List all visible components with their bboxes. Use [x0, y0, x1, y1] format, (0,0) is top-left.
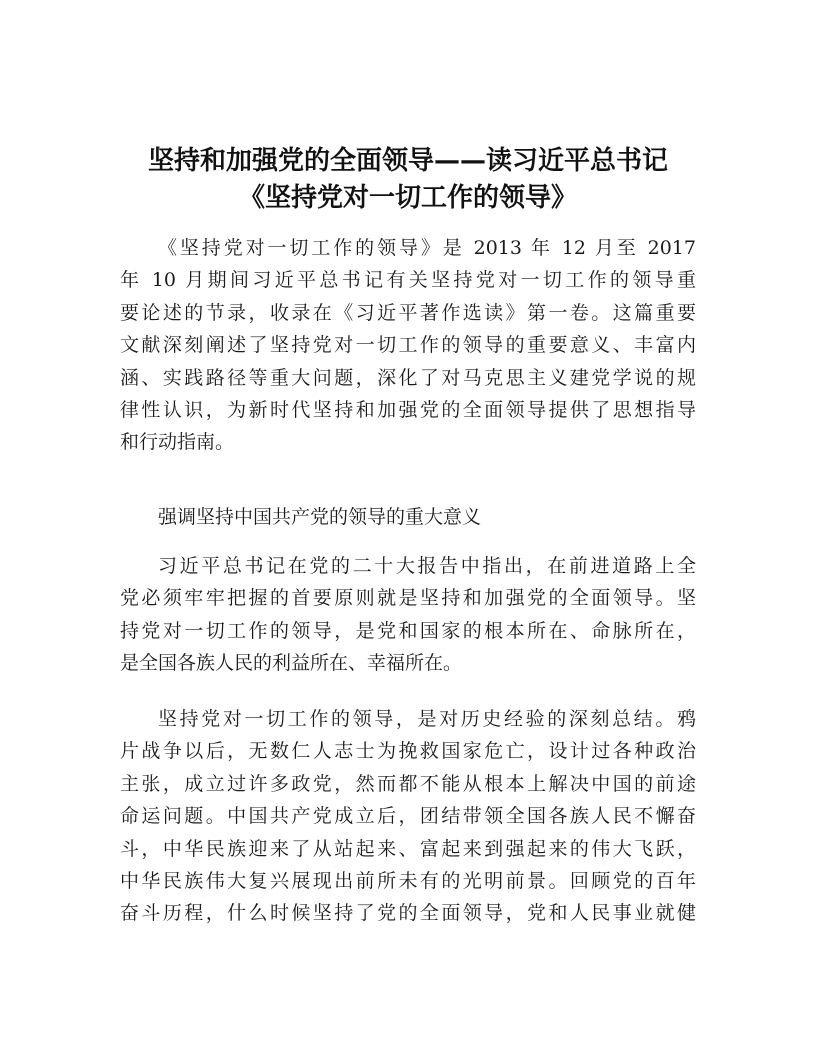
- document-title-line-1: 坚持和加强党的全面领导——读习近平总书记: [147, 146, 668, 176]
- text-line: 片战争以后，无数仁人志士为挽救国家危亡，设计过各种政治: [120, 740, 696, 763]
- text-line: 奋斗历程，什么时候坚持了党的全面领导，党和人民事业就健: [120, 902, 696, 925]
- text-line: 要论述的节录，收录在《习近平著作选读》第一卷。这篇重要: [120, 301, 696, 324]
- text-line: 是全国各族人民的利益所在、幸福所在。: [120, 652, 463, 675]
- text-line: 习近平总书记在党的二十大报告中指出，在前进道路上全: [158, 555, 696, 577]
- text-line: 文献深刻阐述了坚持党对一切工作的领导的重要意义、丰富内: [120, 334, 696, 357]
- paragraph-2: [120, 550, 696, 680]
- text-line: 《坚持党对一切工作的领导》是 2013 年 12 月至 2017: [158, 237, 696, 259]
- text-line: 命运问题。中国共产党成立后，团结带领全国各族人民不懈奋: [120, 805, 696, 828]
- text-line: 持党对一切工作的领导，是党和国家的根本所在、命脉所在，: [120, 619, 696, 642]
- text-line: 涵、实践路径等重大问题，深化了对马克思主义建党学说的规: [120, 366, 696, 389]
- text-line: 和行动指南。: [120, 431, 235, 454]
- section-heading: [120, 501, 696, 533]
- text-line: 年 10 月期间习近平总书记有关坚持党对一切工作的领导重: [120, 269, 696, 292]
- text-line: 强调坚持中国共产党的领导的重大意义: [158, 506, 482, 528]
- paragraph-intro: [120, 232, 696, 459]
- document-title-line-2: 《坚持党对一切工作的领导》: [238, 183, 577, 213]
- text-line: 坚持党对一切工作的领导，是对历史经验的深刻总结。鸦: [158, 708, 696, 730]
- text-line: 党必须牢牢把握的首要原则就是坚持和加强党的全面领导。坚: [120, 587, 696, 610]
- paragraph-3: [120, 703, 696, 930]
- text-line: 主张，成立过许多政党，然而都不能从根本上解决中国的前途: [120, 772, 696, 795]
- text-line: 中华民族伟大复兴展现出前所未有的光明前景。回顾党的百年: [120, 870, 696, 893]
- text-line: 律性认识，为新时代坚持和加强党的全面领导提供了思想指导: [120, 399, 696, 422]
- text-line: 斗，中华民族迎来了从站起来、富起来到强起来的伟大飞跃，: [120, 837, 696, 860]
